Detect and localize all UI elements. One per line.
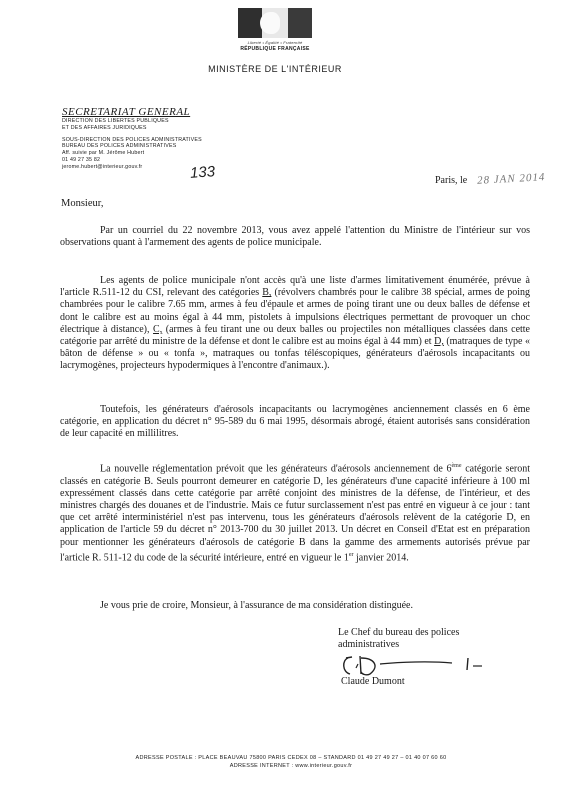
category-d-label: D, bbox=[434, 336, 444, 348]
paragraph-4-text-a: La nouvelle réglementation prévoit que les générateurs d'aérosols anciennement de 6 bbox=[100, 463, 452, 475]
signatory-title-line-2: administratives bbox=[338, 639, 400, 650]
paragraph-1: Par un courriel du 22 novembre 2013, vous avez appelé l'attention du Ministre de l'intérieur sur vos observations quant à l'armement des agents de police municipale. bbox=[60, 225, 530, 249]
greeting: Monsieur, bbox=[61, 198, 104, 209]
email-address: jerome.hubert@interieur.gouv.fr bbox=[62, 163, 143, 170]
paragraph-2 bbox=[60, 275, 530, 373]
signatory-name: Claude Dumont bbox=[341, 676, 405, 687]
handwritten-reference: 133 bbox=[189, 163, 216, 182]
category-c-label: C, bbox=[153, 323, 163, 335]
marianne-emblem-icon bbox=[238, 8, 312, 38]
superscript-er: er bbox=[348, 551, 354, 558]
category-b-label: B, bbox=[262, 287, 272, 299]
direction-line-1: DIRECTION DES LIBERTES PUBLIQUES bbox=[62, 118, 169, 124]
followed-by: Aff. suivie par M. Jérôme Hubert bbox=[62, 150, 145, 157]
sender-block bbox=[62, 106, 262, 171]
paragraph-4-text-b: catégorie seront classés en catégorie B. Seuls pourront demeurer en catégorie D, les générateurs d'une capacité inférieure à 100 ml expressément classés dans cette catégorie par arrêté conjoint des ministres de la défense, de l'intérieur, et des ministres chargés des douanes et de l'industrie. Mais ce futur surclassement n'est pas entré en vigueur à ce jour : tant que cet arrêté interministériel n'est pas intervenu, tous les générateurs d'aérosols relèvent de la catégorie D, en application de l'article 59 du décret n° 2013-700 du 30 juillet 2013. Un décret en Conseil d'Etat est en préparation pour mentionner les générateurs d'aérosols de catégorie B dans la gamme des armements autorisés prévue par l'article R. 511-12 du code de la sécurité intérieure, entré en vigueur le 1 bbox=[60, 463, 530, 564]
paragraph-2-text-d: (matraques de type « bâton de défense » ou « tonfa », matraques ou tonfas téléscopiques, générateurs d'aérosols incapacitants ou lacrymogènes, projecteurs hypodermiques à l'encontre d'animaux.). bbox=[60, 336, 530, 372]
date-stamp: 28 JAN 2014 bbox=[476, 171, 546, 187]
signatory-title-line-1: Le Chef du bureau des polices bbox=[338, 627, 460, 638]
postal-address: ADRESSE POSTALE : PLACE BEAUVAU 75800 PARIS CEDEX 08 – STANDARD 01 49 27 49 27 – 01 40 07 60 60 bbox=[135, 755, 447, 761]
paragraph-3: Toutefois, les générateurs d'aérosols incapacitants ou lacrymogènes anciennement classés en 6 ème catégorie, en application du décret n° 95-589 du 6 mai 1995, désormais abrogé, étaient autorisés sans considération de leur capacité en millilitres. bbox=[60, 404, 530, 440]
republic-motto: Liberté • Égalité • Fraternité bbox=[247, 40, 303, 45]
marianne-logo bbox=[237, 8, 313, 52]
paragraph-2-text-a: Les agents de police municipale n'ont accès qu'à une liste d'armes limitativement énumérée, prévue à l'article R.511-12 du CSI, relevant des catégories bbox=[60, 275, 530, 299]
secretariat-title: SECRETARIAT GENERAL bbox=[62, 106, 191, 118]
internet-address: ADRESSE INTERNET : www.interieur.gouv.fr bbox=[229, 763, 353, 769]
letter-footer bbox=[0, 754, 582, 770]
paragraph-4 bbox=[60, 460, 530, 564]
subdirection-line-2: BUREAU DES POLICES ADMINISTRATIVES bbox=[62, 143, 177, 150]
paragraph-2-text-c: (armes à feu tirant une ou deux balles ou projectiles non métalliques classées dans cette catégorie par arrêté du ministre de la défense et dont le calibre est au moins égal à 44 mm) et bbox=[60, 323, 531, 348]
paragraph-2-text-b: (révolvers chambrés pour le calibre 38 spécial, armes de poing chambrées pour le calibre 7.65 mm, armes à feu d'épaule et armes de poing tirant une ou deux balles de défense et dont le calibre est au moins égal à 44 mm, pistolets à impulsions électriques permettant de provoquer un choc électrique à distance), bbox=[60, 287, 530, 335]
signatory-title bbox=[338, 627, 518, 651]
paragraph-4-text-c: janvier 2014. bbox=[353, 552, 409, 564]
closing-paragraph: Je vous prie de croire, Monsieur, à l'assurance de ma considération distinguée. bbox=[100, 600, 413, 611]
republic-name: RÉPUBLIQUE FRANÇAISE bbox=[240, 46, 310, 52]
ministry-name: MINISTÈRE DE L'INTÉRIEUR bbox=[208, 64, 342, 74]
date-place: Paris, le bbox=[435, 175, 468, 186]
direction-line-2: ET DES AFFAIRES JURIDIQUES bbox=[62, 124, 147, 131]
superscript-eme: ème bbox=[451, 463, 462, 469]
phone-number: 01 49 27 35 82 bbox=[62, 156, 101, 163]
subdirection-line-1: SOUS-DIRECTION DES POLICES ADMINISTRATIVES bbox=[62, 136, 202, 143]
